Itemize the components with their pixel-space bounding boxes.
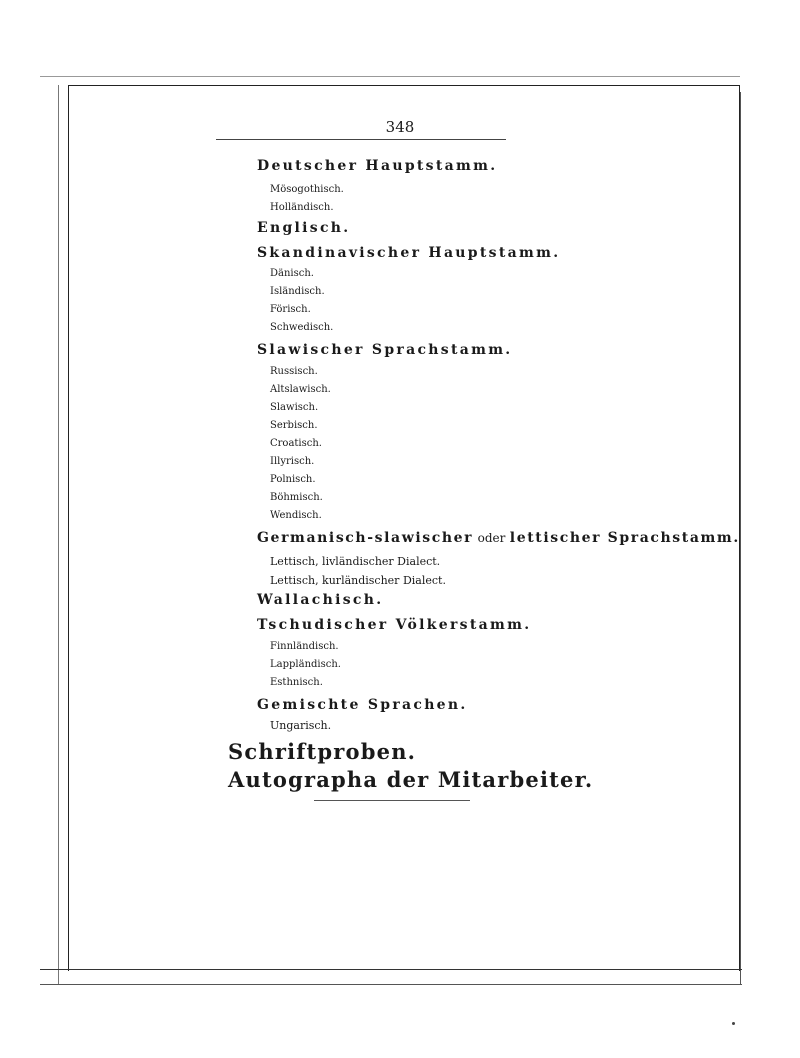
list-item: Russisch. [270,366,318,377]
list-item: Schwedisch. [270,322,334,333]
list-item: Illyrisch. [270,456,315,467]
list-item: Holländisch. [270,202,334,213]
list-item: Polnisch. [270,474,316,485]
list-item: Serbisch. [270,420,318,431]
frame-bottom-rule [40,969,742,970]
stamm-heading: Slawischer Sprachstamm. [257,342,513,358]
list-item: Ungarisch. [270,719,332,732]
language-heading: Englisch. [257,220,351,236]
list-item: Dänisch. [270,268,314,279]
page-frame [68,85,740,971]
list-item: Mösogothisch. [270,184,344,195]
list-item: Lappländisch. [270,659,341,670]
stamm-heading-combined [257,530,740,546]
stray-mark [732,1022,735,1025]
list-item: Wendisch. [270,510,322,521]
section-heading-autographa: Autographa der Mitarbeiter. [228,767,594,792]
list-item: Esthnisch. [270,677,323,688]
stamm-heading-connector: oder [477,531,506,545]
language-heading: Wallachisch. [257,592,384,608]
frame-left-rule [58,85,59,985]
stamm-heading: Gemischte Sprachen. [257,697,468,713]
list-item: Slawisch. [270,402,319,413]
end-rule [314,800,470,801]
stamm-heading-part: Germanisch-slawischer [257,530,474,546]
stamm-heading: Skandinavischer Hauptstamm. [257,245,561,261]
list-item: Finnländisch. [270,641,339,652]
list-item: Isländisch. [270,286,325,297]
header-rule [216,139,506,140]
stamm-heading-part: lettischer Sprachstamm. [509,530,740,546]
list-item: Croatisch. [270,438,322,449]
list-item: Altslawisch. [270,384,331,395]
list-item: Förisch. [270,304,311,315]
list-item: Lettisch, kurländischer Dialect. [270,574,446,587]
stamm-heading: Tschudischer Völkerstamm. [257,617,532,633]
frame-bottom-rule-2 [40,984,742,985]
stamm-heading: Deutscher Hauptstamm. [257,158,498,174]
page-number: 348 [385,118,415,136]
list-item: Böhmisch. [270,492,323,503]
section-heading-schriftproben: Schriftproben. [228,739,417,764]
frame-top-rule [40,76,740,77]
frame-right-rule [740,92,741,984]
list-item: Lettisch, livländischer Dialect. [270,555,441,568]
